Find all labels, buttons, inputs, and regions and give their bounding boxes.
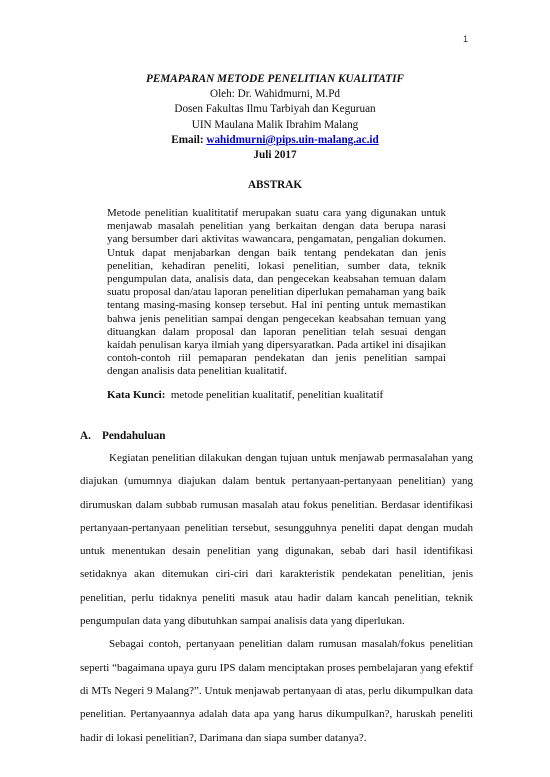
- date-line: Juli 2017: [253, 149, 297, 162]
- paragraph-1: Kegiatan penelitian dilakukan dengan tujuan untuk menjawab permasalahan yang diajukan (umumnya diajukan dalam bentuk pertanyaan-pertanyaan penelitian) yang dirumuskan dalam subbab rumusan masalah atau fokus penelitian. Berdasar identifikasi pertanyaan-pertanyaan penelitian tersebut, sesungguhnya peneliti dapat dengan mudah untuk menentukan desain penelitian yang digunakan, sebab dari hasil identifikasi setidaknya akan ditemukan ciri-ciri dari karakteristik pendekatan penelitian, jenis penelitian, perlu tidaknya peneliti masuk atau hadir dalam kancah penelitian, teknik pengumpulan data yang dibutuhkan sampai analisis data yang diperlukan.: [80, 452, 473, 628]
- paper-header: [0, 72, 550, 163]
- keywords-label: Kata Kunci:: [107, 389, 166, 401]
- affiliation-line-2: UIN Maulana Malik Ibrahim Malang: [191, 118, 359, 131]
- section-title: Pendahuluan: [102, 430, 166, 442]
- section-heading: [80, 430, 165, 442]
- keywords-line: [107, 389, 457, 401]
- keywords-text: metode penelitian kualitatif, penelitian kualitatif: [170, 389, 384, 401]
- abstract-text: Metode penelitian kualititatif merupakan suatu cara yang digunakan untuk menjawab masalah penelitian yang berkaitan dengan data berupa narasi yang bersumber dari aktivitas wawancara, pengamatan, pengalian dokumen. Untuk dapat menjabarkan dengan baik tentang pendekatan dan jenis penelitian, kehadiran peneliti, lokasi penelitian, sumber data, teknik pengumpulan data, analisis data, dan pengecekan keabsahan temuan dalam suatu proposal dan/atau laporan penelitian diperlukan pemahaman yang baik tentang masing-masing konsep tersebut. Hal ini penting untuk memastikan bahwa jenis penelitian sampai dengan pengecekan keabsahan temuan yang dituangkan dalam proposal dan laporan penelitian telah sesuai dengan kaidah penulisan karya ilmiah yang dipersyaratkan. Pada artikel ini disajikan contoh-contoh riil pemaparan pendekatan dan jenis penelitian sampai dengan analisis data penelitian kualitatif.: [107, 207, 446, 378]
- email-line: [0, 133, 550, 148]
- email-link[interactable]: wahidmurni@pips.uin-malang.ac.id: [206, 133, 379, 146]
- email-label: Email:: [171, 133, 204, 146]
- section-body: [80, 447, 473, 750]
- abstract-heading: ABSTRAK: [247, 179, 303, 191]
- paper-title: PEMAPARAN METODE PENELITIAN KUALITATIF: [146, 73, 404, 85]
- section-label: A.: [80, 430, 91, 442]
- affiliation-line-1: Dosen Fakultas Ilmu Tarbiyah dan Keguruan: [174, 103, 376, 116]
- author-line: Oleh: Dr. Wahidmurni, M.Pd: [209, 88, 341, 101]
- page-number: 1: [462, 34, 468, 44]
- paragraph-2: Sebagai contoh, pertanyaan penelitian dalam rumusan masalah/fokus penelitian seperti “bagaimana upaya guru IPS dalam menciptakan proses pembelajaran yang efektif di MTs Negeri 9 Malang?”. Untuk menjawab pertanyaan di atas, perlu dikumpulkan data penelitian. Pertanyaannya adalah data apa yang harus dikumpulkan?, haruskah peneliti hadir di lokasi penelitian?, Darimana dan siapa sumber datanya?.: [80, 638, 473, 744]
